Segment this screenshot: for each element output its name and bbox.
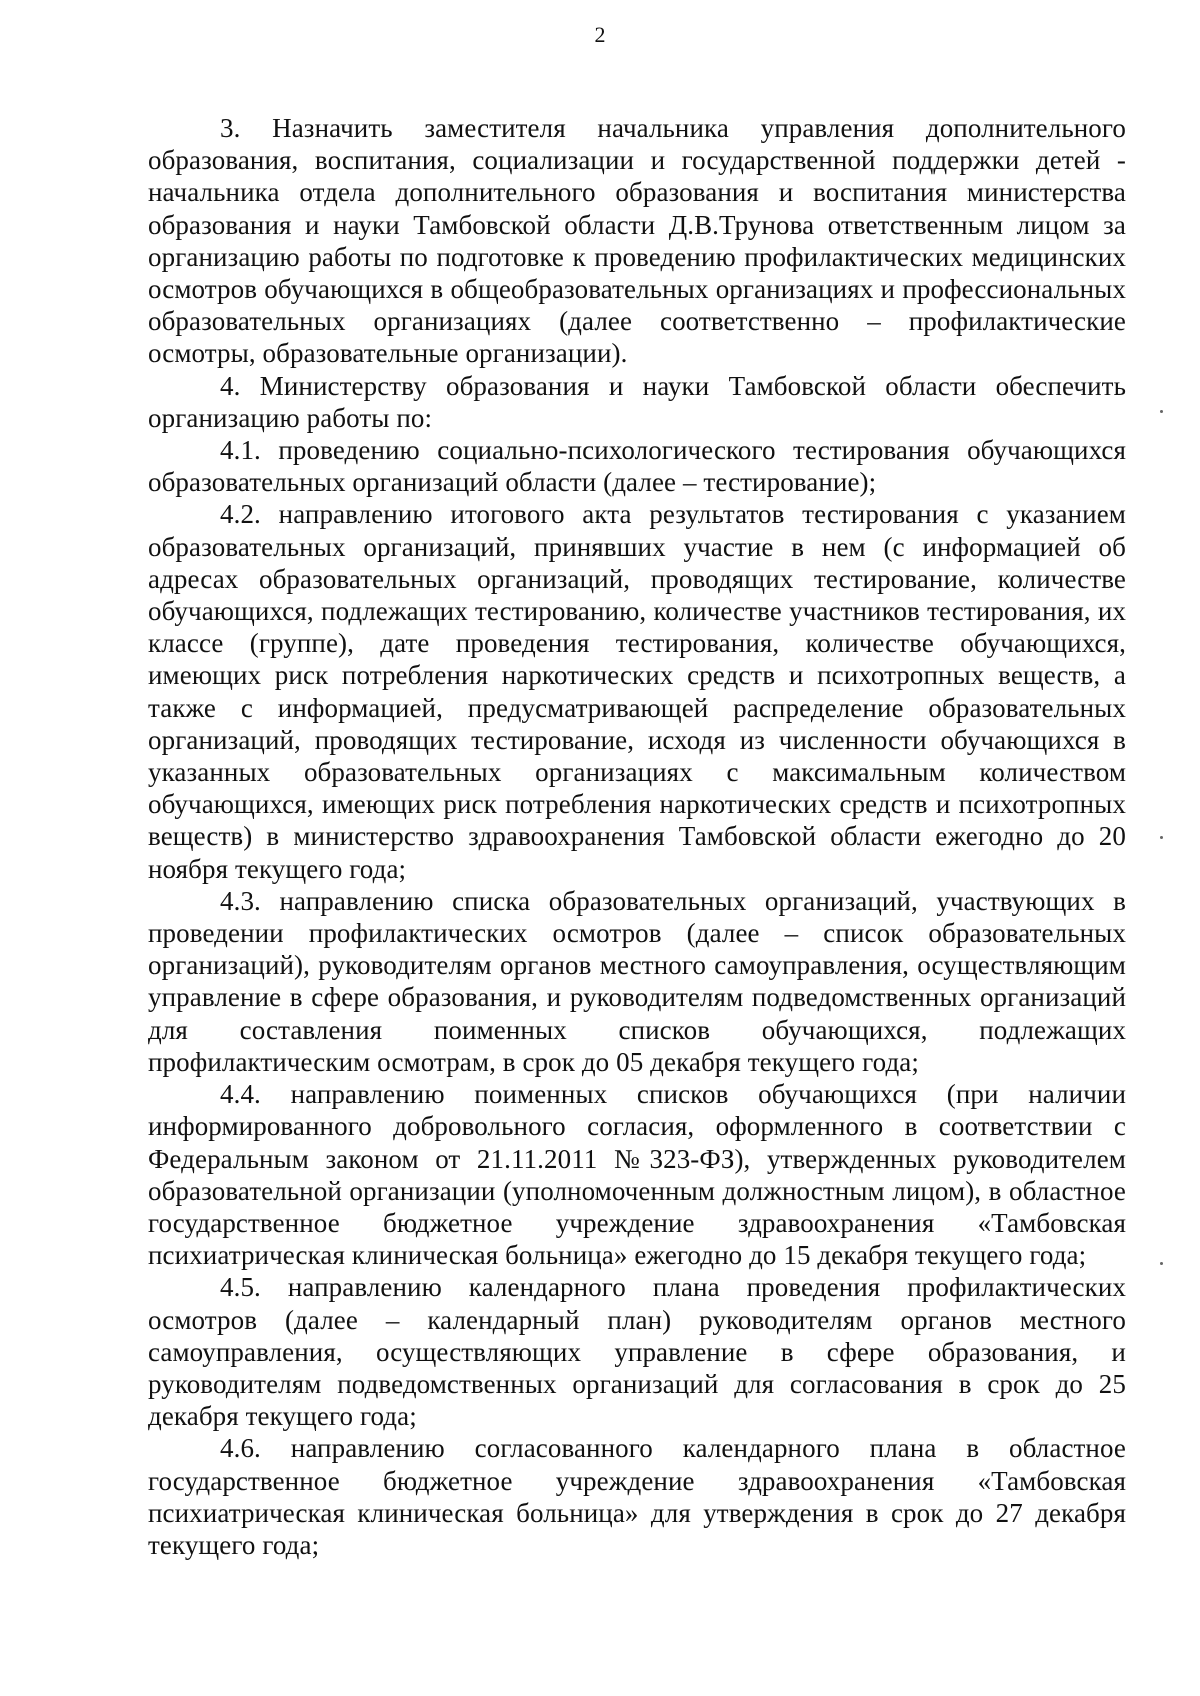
- paragraph-number: 4.6.: [220, 1433, 261, 1464]
- paragraph-number: 4.5.: [220, 1272, 261, 1303]
- paragraph-text: Министерству образования и науки Тамбовской области обеспечить организацию работы по:: [148, 370, 1126, 433]
- paragraph-number: 3.: [220, 113, 241, 143]
- scan-speck: [1160, 836, 1163, 839]
- paragraph-4-5: [148, 1271, 1126, 1432]
- document-body: [148, 112, 1126, 1561]
- scan-speck: [1160, 1262, 1163, 1265]
- paragraph-text: Назначить заместителя начальника управления дополнительного образования, воспитания, социализации и государственной поддержки детей - начальника отдела дополнительного образования и воспитания министерства образования и науки Тамбовской области Д.В.Трунова ответственным лицом за организацию работы по подготовке к проведению профилактических медицинских осмотров обучающихся в общеобразовательных организациях и профессиональных образовательных организациях (далее соответственно – профилактические осмотры, образовательные организации).: [148, 113, 1126, 369]
- paragraph-text: направлению согласованного календарного плана в областное государственное бюджетное учреждение здравоохранения «Тамбовская психиатрическая клиническая больница» для утверждения в срок до 27 декабря текущего года;: [148, 1433, 1126, 1560]
- paragraph-text: направлению календарного плана проведения профилактических осмотров (далее – календарный план) руководителям органов местного самоуправления, осуществляющих управление в сфере образования, и руководителям подведомственных организаций для согласования в срок до 25 декабря текущего года;: [148, 1272, 1126, 1432]
- paragraph-4-2: [148, 498, 1126, 884]
- paragraph-text: направлению списка образовательных организаций, участвующих в проведении профилактических осмотров (далее – список образовательных организаций), руководителям органов местного самоуправления, осуществляющим управление в сфере образования, и руководителям подведомственных организаций для составления поименных списков обучающихся, подлежащих профилактическим осмотрам, в срок до 05 декабря текущего года;: [148, 885, 1126, 1077]
- paragraph-text: направлению поименных списков обучающихся (при наличии информированного добровольного согласия, оформленного в соответствии с Федеральным законом от 21.11.2011 №323-ФЗ), утвержденных руководителем образовательной организации (уполномоченным должностным лицом), в областное государственное бюджетное учреждение здравоохранения «Тамбовская психиатрическая клиническая больница» ежегодно до 15 декабря текущего года;: [148, 1079, 1126, 1271]
- paragraph-text: проведению социально-психологического тестирования обучающихся образовательных организаций области (далее – тестирование);: [148, 435, 1126, 498]
- page-number: 2: [594, 22, 606, 47]
- paragraph-number: 4.1.: [220, 435, 261, 466]
- paragraph-number: 4.2.: [220, 499, 261, 530]
- paragraph-text: направлению итогового акта результатов тестирования с указанием образовательных организаций, принявших участие в нем (с информацией об адресах образовательных организаций, проводящих тестирование, количестве обучающихся, подлежащих тестированию, количестве участников тестирования, их классе (группе), дате проведения тестирования, количестве обучающихся, имеющих риск потребления наркотических средств и психотропных веществ, а также с информацией, предусматривающей распределение образовательных организаций, проводящих тестирование, исходя из численности обучающихся в указанных образовательных организациях с максимальным количеством обучающихся, имеющих риск потребления наркотических средств и психотропных веществ) в министерство здравоохранения Тамбовской области ежегодно до 20 ноября текущего года;: [148, 499, 1126, 884]
- paragraph-4-4: [148, 1078, 1126, 1271]
- paragraph-number: 4.4.: [220, 1079, 261, 1110]
- paragraph-3: [148, 112, 1126, 370]
- paragraph-number: 4.3.: [220, 885, 261, 916]
- paragraph-4-3: [148, 885, 1126, 1078]
- paragraph-number: 4.: [220, 370, 241, 401]
- paragraph-4: [148, 370, 1126, 434]
- paragraph-4-1: [148, 434, 1126, 498]
- scan-speck: [1160, 410, 1163, 413]
- paragraph-4-6: [148, 1432, 1126, 1561]
